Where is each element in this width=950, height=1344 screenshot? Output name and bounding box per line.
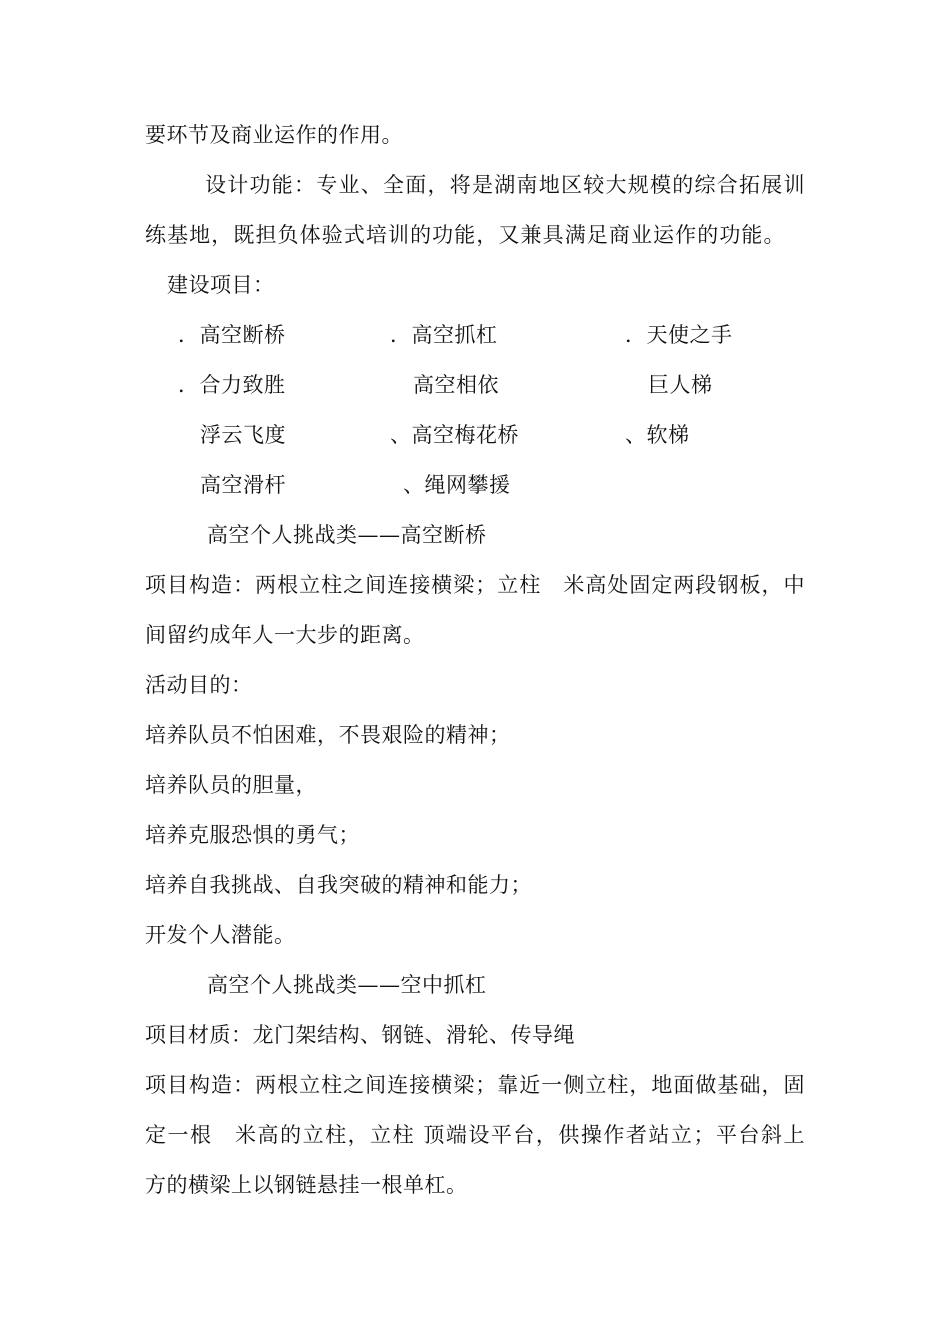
- section-bridge-purpose-2: 培养队员的胆量，: [145, 773, 317, 797]
- project-item-giant-ladder: 巨人梯: [648, 373, 713, 397]
- section-bridge-purpose-4: 培养自我挑战、自我突破的精神和能力；: [145, 873, 532, 897]
- project-item-high-bridge: ．高空断桥: [178, 323, 286, 347]
- project-item-teamwork: ．合力致胜: [178, 373, 286, 397]
- section-bar-title: 高空个人挑战类——空中抓杠: [207, 973, 487, 997]
- project-item-high-bar: ．高空抓杠: [390, 323, 498, 347]
- project-item-high-dependence: 高空相依: [413, 373, 499, 397]
- section-bar-material: 项目材质：龙门架结构、钢链、滑轮、传导绳: [145, 1023, 575, 1047]
- project-item-soft-ladder: 、软梯: [625, 423, 690, 447]
- section-bridge-construction-line-2: 间留约成年人一大步的距离。: [145, 623, 425, 647]
- section-bridge-purpose-3: 培养克服恐惧的勇气；: [145, 823, 360, 847]
- project-item-rope-net: 、绳网攀援: [403, 473, 511, 497]
- section-bridge-purpose-1: 培养队员不怕困难，不畏艰险的精神；: [145, 723, 511, 747]
- intro-tail-paragraph: 要环节及商业运作的作用。: [145, 123, 403, 147]
- section-bar-construction-line-1: 项目构造：两根立柱之间连接横梁；靠近一侧立柱，地面做基础，固: [145, 1073, 805, 1097]
- section-bridge-purpose-5: 开发个人潜能。: [145, 923, 296, 947]
- section-bar-construction-line-2: 定一根 米高的立柱，立柱 顶端设平台，供操作者站立；平台斜上: [145, 1123, 805, 1147]
- project-item-cloud-crossing: 浮云飞度: [200, 423, 286, 447]
- projects-heading: 建设项目：: [167, 273, 275, 297]
- design-paragraph-line-2: 练基地，既担负体验式培训的功能，又兼具满足商业运作的功能。: [145, 223, 785, 247]
- section-bar-construction-line-3: 方的横梁上以钢链悬挂一根单杠。: [145, 1173, 468, 1197]
- project-item-plum-bridge: 、高空梅花桥: [390, 423, 519, 447]
- project-item-angel-hand: ．天使之手: [625, 323, 733, 347]
- section-bridge-title: 高空个人挑战类——高空断桥: [207, 523, 487, 547]
- project-item-high-slide-bar: 高空滑杆: [200, 473, 286, 497]
- section-bridge-construction-line-1: 项目构造：两根立柱之间连接横梁；立柱 米高处固定两段钢板，中: [145, 573, 805, 597]
- design-paragraph-line-1: 设计功能：专业、全面，将是湖南地区较大规模的综合拓展训: [205, 173, 805, 197]
- section-bridge-purpose-heading: 活动目的：: [145, 673, 253, 697]
